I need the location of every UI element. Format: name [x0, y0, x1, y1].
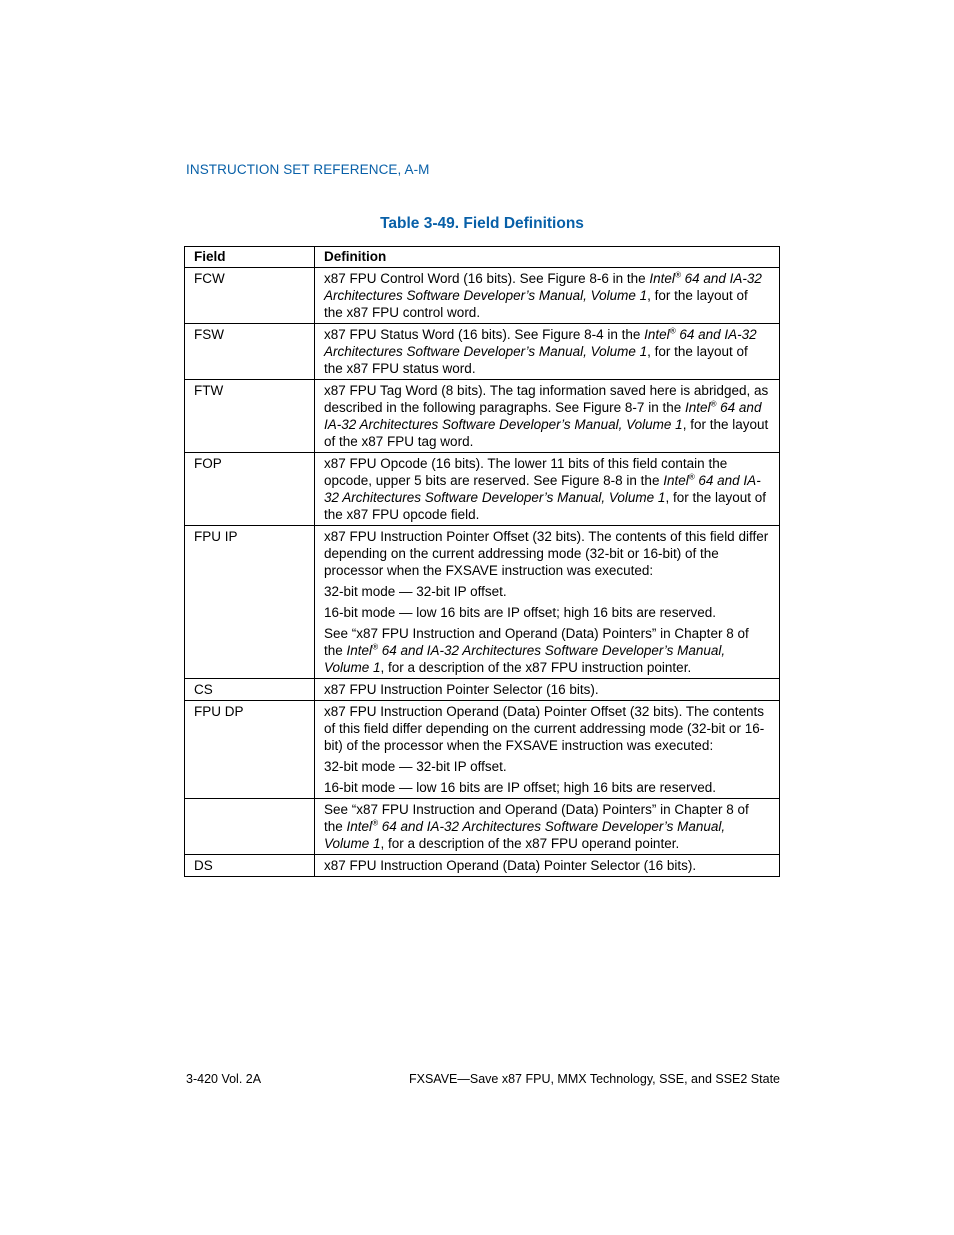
footer-page-number: 3-420 Vol. 2A	[186, 1072, 262, 1086]
text-run: 32-bit mode — 32-bit IP offset.	[324, 584, 507, 599]
text-run: , for the layout of the x87 FPU opcode field.	[324, 490, 766, 522]
text-run: Intel	[346, 819, 373, 834]
column-header-field: Field	[185, 247, 315, 268]
text-run: , for the layout of the x87 FPU tag word.	[324, 417, 769, 449]
text-run: , for the layout of the x87 FPU control word.	[324, 288, 748, 320]
field-cell: FPU IP	[185, 526, 315, 679]
table-row	[185, 855, 780, 877]
text-run: See “x87 FPU Instruction and Operand (Data) Pointers” in Chapter 8 of the	[324, 802, 749, 834]
registered-mark: ®	[372, 642, 378, 652]
table-row	[185, 526, 780, 679]
field-cell: DS	[185, 855, 315, 877]
text-run: x87 FPU Control Word (16 bits). See Figure 8-6 in the	[324, 271, 650, 286]
text-run: 64 and IA-32 Architectures Software Developer’s Manual, Volume 1	[324, 643, 726, 675]
registered-mark: ®	[674, 270, 681, 280]
definition-cell	[315, 324, 780, 380]
text-run: Intel	[346, 643, 373, 658]
definition-paragraph	[324, 779, 770, 796]
text-run: Intel	[684, 400, 711, 415]
definition-paragraph	[324, 455, 770, 523]
text-run: x87 FPU Instruction Pointer Offset (32 bits). The contents of this field differ depending on the current addressing mode (32-bit or 16-bit) of the processor when the FXSAVE instruction was executed:	[324, 529, 769, 578]
field-cell: FSW	[185, 324, 315, 380]
definition-paragraph	[324, 270, 770, 321]
table-row	[185, 799, 780, 855]
field-cell: FPU DP	[185, 701, 315, 799]
text-run: x87 FPU Instruction Pointer Selector (16 bits).	[324, 682, 599, 697]
table-row	[185, 268, 780, 324]
table-row	[185, 453, 780, 526]
field-cell: FOP	[185, 453, 315, 526]
definition-paragraph	[324, 326, 770, 377]
definition-paragraph	[324, 382, 770, 450]
table-row	[185, 679, 780, 701]
field-cell	[185, 799, 315, 855]
definition-cell	[315, 380, 780, 453]
definition-cell	[315, 679, 780, 701]
text-run: 64 and IA-32 Architectures Software Developer’s Manual, Volume 1	[324, 327, 757, 359]
text-run: 16-bit mode — low 16 bits are IP offset; high 16 bits are reserved.	[324, 780, 716, 795]
text-run: x87 FPU Opcode (16 bits). The lower 11 bits of this field contain the opcode, upper 5 bits are reserved. See Figure 8-8 in the	[324, 456, 728, 488]
text-run: 64 and IA-32 Architectures Software Developer’s Manual, Volume 1	[324, 819, 726, 851]
definition-paragraph	[324, 528, 770, 579]
definition-cell	[315, 799, 780, 855]
table-row	[185, 324, 780, 380]
definition-cell	[315, 526, 780, 679]
definition-cell	[315, 855, 780, 877]
text-run: 16-bit mode — low 16 bits are IP offset; high 16 bits are reserved.	[324, 605, 716, 620]
definition-paragraph	[324, 758, 770, 775]
text-run: Intel	[644, 327, 670, 342]
registered-mark: ®	[372, 818, 378, 828]
field-cell: FCW	[185, 268, 315, 324]
column-header-definition: Definition	[315, 247, 780, 268]
field-definitions-table	[184, 246, 780, 877]
text-run: 64 and IA-32 Architectures Software Developer’s Manual, Volume 1	[324, 400, 762, 432]
text-run: 32-bit mode — 32-bit IP offset.	[324, 759, 507, 774]
text-run: See “x87 FPU Instruction and Operand (Data) Pointers” in Chapter 8 of the	[324, 626, 749, 658]
text-run: x87 FPU Tag Word (8 bits). The tag information saved here is abridged, as described in the following paragraphs. See Figure 8-7 in the	[324, 383, 769, 415]
text-run: x87 FPU Instruction Operand (Data) Pointer Selector (16 bits).	[324, 858, 697, 873]
definition-paragraph	[324, 801, 770, 852]
definition-paragraph	[324, 625, 770, 676]
text-run: x87 FPU Status Word (16 bits). See Figure 8-4 in the	[324, 327, 645, 342]
text-run: Intel	[649, 271, 675, 286]
registered-mark: ®	[688, 472, 695, 482]
definition-paragraph	[324, 703, 770, 754]
text-run: 64 and IA-32 Architectures Software Developer’s Manual, Volume 1	[324, 473, 761, 505]
table-header-row	[185, 247, 780, 268]
field-cell: FTW	[185, 380, 315, 453]
text-run: , for a description of the x87 FPU instruction pointer.	[380, 660, 692, 675]
definition-cell	[315, 268, 780, 324]
table-caption: Table 3-49. Field Definitions	[380, 215, 584, 232]
definition-paragraph	[324, 681, 770, 698]
text-run: , for the layout of the x87 FPU status word.	[324, 344, 748, 376]
table-row	[185, 701, 780, 799]
definition-paragraph	[324, 604, 770, 621]
text-run: x87 FPU Instruction Operand (Data) Pointer Offset (32 bits). The contents of this field differ depending on the current addressing mode (32-bit or 16-bit) of the processor when the FXSAVE instruction was executed:	[324, 704, 765, 753]
footer-section-title: FXSAVE—Save x87 FPU, MMX Technology, SSE, and SSE2 State	[408, 1072, 780, 1086]
registered-mark: ®	[669, 326, 676, 336]
text-run: Intel	[663, 473, 689, 488]
definition-cell	[315, 701, 780, 799]
table-body	[185, 268, 780, 877]
registered-mark: ®	[710, 399, 717, 409]
text-run: , for a description of the x87 FPU operand pointer.	[380, 836, 680, 851]
definition-cell	[315, 453, 780, 526]
field-cell: CS	[185, 679, 315, 701]
definition-paragraph	[324, 583, 770, 600]
table-row	[185, 380, 780, 453]
running-header: INSTRUCTION SET REFERENCE, A-M	[186, 162, 430, 177]
text-run: 64 and IA-32 Architectures Software Developer’s Manual, Volume 1	[324, 271, 762, 303]
definition-paragraph	[324, 857, 770, 874]
